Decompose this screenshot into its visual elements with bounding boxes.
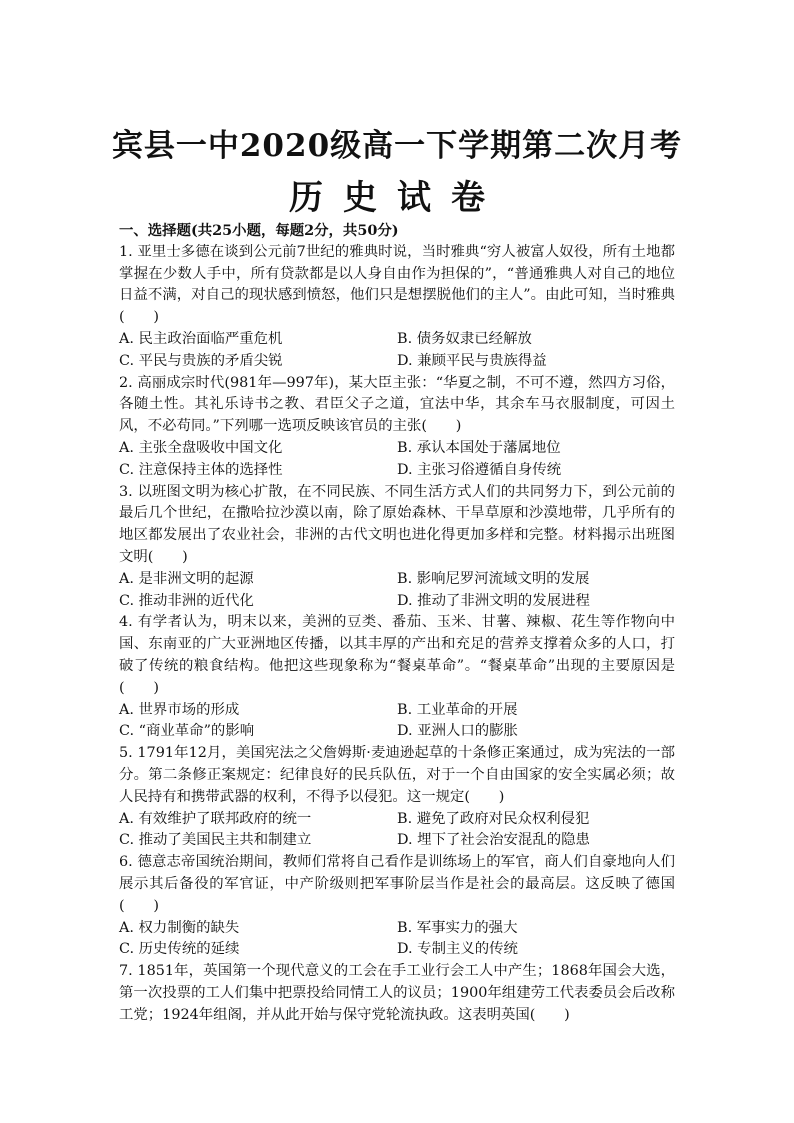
option-c: C. “商业革命”的影响 (119, 723, 255, 740)
option-b: B. 承认本国处于藩属地位 (397, 439, 561, 456)
exam-subject-title: 历史试卷 (289, 178, 505, 218)
option-a: A. 主张全盘吸收中国文化 (119, 439, 283, 456)
question-3 (119, 482, 675, 613)
question-4 (119, 612, 675, 743)
question-1 (119, 242, 675, 373)
option-d: D. 亚洲人口的膨胀 (397, 723, 518, 740)
option-b: B. 工业革命的开展 (397, 701, 518, 718)
option-c: C. 推动非洲的近代化 (119, 592, 254, 609)
options-row (119, 591, 675, 613)
question-stem: 4. 有学者认为，明末以来，美洲的豆类、番茄、玉米、甘薯、辣椒、花生等作物向中国、东南亚的广大亚洲地区传播，以其丰厚的产出和充足的营养支撑着众多的人口，打破了传统的粮食结构。他把这些现象称为“餐桌革命”。“餐桌革命”出现的主要原因是( ) (119, 614, 675, 696)
exam-title: 宾县一中2020级高一下学期第二次月考 (111, 128, 683, 164)
options-row (119, 438, 675, 460)
option-b: B. 债务奴隶已经解放 (397, 330, 532, 347)
options-row (119, 809, 675, 831)
option-a: A. 有效维护了联邦政府的统一 (119, 810, 312, 827)
options-row (119, 830, 675, 852)
option-d: D. 推动了非洲文明的发展进程 (397, 592, 590, 609)
question-stem: 7. 1851年，英国第一个现代意义的工会在手工业行会工人中产生；1868年国会大选，第一次投票的工人们集中把票投给同情工人的议员；1900年组建劳工代表委员会后改称工党；1924年组阁，并从此开始与保守党轮流执政。这表明英国( ) (119, 963, 675, 1023)
question-stem: 3. 以班图文明为核心扩散，在不同民族、不同生活方式人们的共同努力下，到公元前的最后几个世纪，在撒哈拉沙漠以南，除了原始森林、干旱草原和沙漠地带，几乎所有的地区都发展出了农业社会，非洲的古代文明也进化得更加多样和完整。材料揭示出班图文明( ) (119, 483, 675, 565)
option-d: D. 兼顾平民与贵族得益 (397, 352, 547, 369)
options-row (119, 918, 675, 940)
options-row (119, 351, 675, 373)
option-d: D. 埋下了社会治安混乱的隐患 (397, 832, 590, 849)
option-b: B. 影响尼罗河流域文明的发展 (397, 570, 590, 587)
section-header: 一、选择题(共25小题，每题2分，共50分) (119, 222, 399, 239)
option-a: A. 权力制衡的缺失 (119, 919, 240, 936)
options-row (119, 721, 675, 743)
option-c: C. 推动了美国民主共和制建立 (119, 832, 312, 849)
option-a: A. 民主政治面临严重危机 (119, 330, 283, 347)
question-stem: 2. 高丽成宗时代(981年—997年)，某大臣主张：“华夏之制，不可不遵，然四方习俗，各随土性。其礼乐诗书之教、君臣父子之道，宜法中华，其余车马衣服制度，可因土风，不必苟同。”下列哪一选项反映该官员的主张( ) (119, 374, 675, 435)
option-d: D. 主张习俗遵循自身传统 (397, 461, 562, 478)
options-row (119, 329, 675, 351)
option-a: A. 世界市场的形成 (119, 701, 240, 718)
options-row (119, 700, 675, 722)
question-stem: 6. 德意志帝国统治期间，教师们常将自己看作是训练场上的军官，商人们自豪地向人们展示其后备役的军官证，中产阶级则把军事阶层当作是社会的最高层。这反映了德国( ) (119, 854, 675, 914)
question-2 (119, 373, 675, 482)
question-5 (119, 743, 675, 852)
option-b: B. 避免了政府对民众权利侵犯 (397, 810, 590, 827)
options-row (119, 569, 675, 591)
options-row (119, 460, 675, 482)
option-d: D. 专制主义的传统 (397, 941, 518, 958)
option-c: C. 历史传统的延续 (119, 941, 240, 958)
option-b: B. 军事实力的强大 (397, 919, 518, 936)
option-a: A. 是非洲文明的起源 (119, 570, 254, 587)
question-stem: 1. 亚里士多德在谈到公元前7世纪的雅典时说，当时雅典“穷人被富人奴役，所有土地都掌握在少数人手中，所有贷款都是以人身自由作为担保的”，“普通雅典人对自己的地位日益不满，对自己的现状感到愤怒，他们只是想摆脱他们的主人”。由此可知，当时雅典( ) (119, 243, 675, 326)
question-7 (119, 961, 675, 1026)
options-row (119, 939, 675, 961)
option-c: C. 注意保持主体的选择性 (119, 461, 283, 478)
question-stem: 5. 1791年12月，美国宪法之父詹姆斯·麦迪逊起草的十条修正案通过，成为宪法的一部分。第二条修正案规定：纪律良好的民兵队伍，对于一个自由国家的安全实属必须；故人民持有和携带武器的权利，不得予以侵犯。这一规定( ) (119, 745, 675, 805)
exam-content (119, 220, 675, 1026)
question-6 (119, 852, 675, 961)
option-c: C. 平民与贵族的矛盾尖锐 (119, 352, 283, 369)
